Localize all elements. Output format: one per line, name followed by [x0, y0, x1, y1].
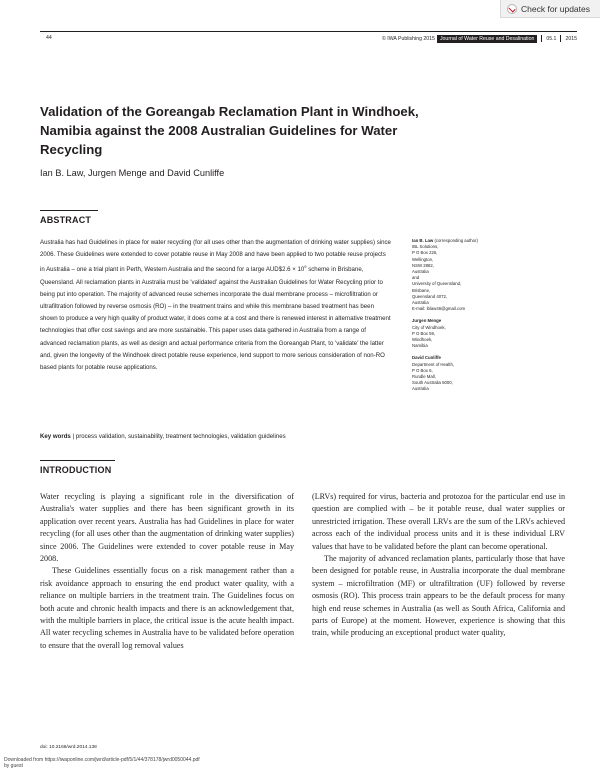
volume: 05.1 — [546, 35, 557, 42]
affiliation-1: Ian B. Law (corresponding author) IBL Solutions, P O Box 226, Wellington, NSW 2882, Australia and University of Queensland, Brisbane, Queensland 4072, Australia E-mail: iblaw46@gmail.com — [412, 238, 478, 312]
intro-paragraph-1: Water recycling is playing a significant role in the diversification of Australia's water supplies and there has been significant growth in its application over recent years. Australia has had Guidelines in place for water recycling (for all uses other than the augmentation of drinking water supplies) since 2006. The Guidelines were extended to cover potable reuse in May 2008. — [40, 492, 294, 564]
download-note: Downloaded from https://iwaponline.com/jwrd/article-pdf/5/1/44/378178/jwrd0050044.pdf by guest — [4, 757, 200, 769]
check-updates-icon — [507, 4, 517, 14]
intro-paragraph-2: These Guidelines essentially focus on a risk management rather than a risk avoidance approach to ensuring the end product water quality, with a reliance on multiple barriers in the treatment train. The Guidelines focus on both acute and chronic health impacts and there is an acknowledgement that, with the multiple barriers in place, the critical issue is the acute health impact. All water recycling schemes in Australia have to be validated before operation to ensure that the overall log removal values — [40, 566, 294, 650]
affiliation-3: David Cunliffe Department of Health, P O Box 6, Rundle Mall, South Australia 5000, Australia — [412, 355, 455, 392]
article-title: Validation of the Goreangab Reclamation Plant in Windhoek, Namibia against the 2008 Australian Guidelines for Water Recycling — [40, 104, 419, 157]
introduction-heading: INTRODUCTION — [40, 465, 112, 475]
abstract-rule — [40, 210, 98, 211]
intro-paragraph-3: (LRVs) required for virus, bacteria and protozoa for the particular end use in question are complied with – be it potable reuse, dual water supplies or unrestricted irrigation. These overall LRVs are the sum of the LRVs achieved across each of the individual process units and it is these individual LRV values that have to be validated before the plant can become operational. — [312, 492, 565, 551]
journal-name: Journal of Water Reuse and Desalination — [437, 35, 537, 43]
intro-right-column — [312, 491, 565, 640]
affiliation-2: Jurgen Menge City of Windhoek, P O Box 59, Windhoek, Namibia — [412, 318, 446, 349]
header-rule — [40, 31, 577, 32]
abstract-heading: ABSTRACT — [40, 215, 92, 225]
page-number: 44 — [46, 35, 52, 41]
copyright: © IWA Publishing 2015 — [382, 35, 435, 42]
abstract-text: Australia has had Guidelines in place for water recycling (for all uses other than the augmentation of drinking water supplies) since 2006. These Guidelines were extended to cover potable reuse in May 2008 and have been applied to two potable reuse projects in Australia – one a trial plant in Perth, Western Australia and the second for a large AUD$2.6 × $10^9$ scheme in Brisbane, Queensland. All reclamation plants in Australia must be 'validated' against the Australian Guidelines for Water Recycling prior to being put into operation. The majority of advanced reuse schemes incorporate the dual membrane process – microfiltration or ultrafiltration followed by reverse osmosis (RO) – in the treatment trains and while this membrane based treatment has been shown to produce a very high quality of product water, it does come at a cost and there is renewed interest in alternative treatment technologies that offer cost savings and are more sustainable. This paper uses data gathered in Australia from a range of advanced reclamation plants, as well as design and actual performance criteria from the Goreangab Plant, to 'validate' the latter and, given the longevity of the Windhoek direct potable reuse experience, lend support to more serious consideration of non-RO based plants for potable reuse applications. — [40, 239, 391, 372]
running-header — [40, 34, 577, 43]
intro-left-column — [40, 491, 294, 652]
check-for-updates-button[interactable] — [500, 0, 600, 18]
affiliations — [412, 238, 532, 399]
doi: doi: 10.2166/wrd.2014.138 — [40, 745, 97, 750]
introduction-rule — [40, 460, 115, 461]
keywords: Key words | process validation, sustainability, treatment technologies, validation guidelines — [40, 433, 286, 440]
check-updates-label: Check for updates — [521, 3, 590, 14]
intro-paragraph-4: The majority of advanced reclamation plants, particularly those that have been designed for potable reuse, in Australia incorporate the dual membrane system – microfiltration (MF) or ultrafiltration (UF) followed by reverse osmosis (RO). This process train appears to be the default process for many high end reuse schemes in Australia (as well as South Africa, California and parts of Europe) at the moment. However, experience is showing that this train, while producing an exceptional product water quality, — [312, 554, 565, 638]
year: 2015 — [565, 35, 577, 42]
article-authors: Ian B. Law, Jurgen Menge and David Cunliffe — [40, 168, 225, 178]
